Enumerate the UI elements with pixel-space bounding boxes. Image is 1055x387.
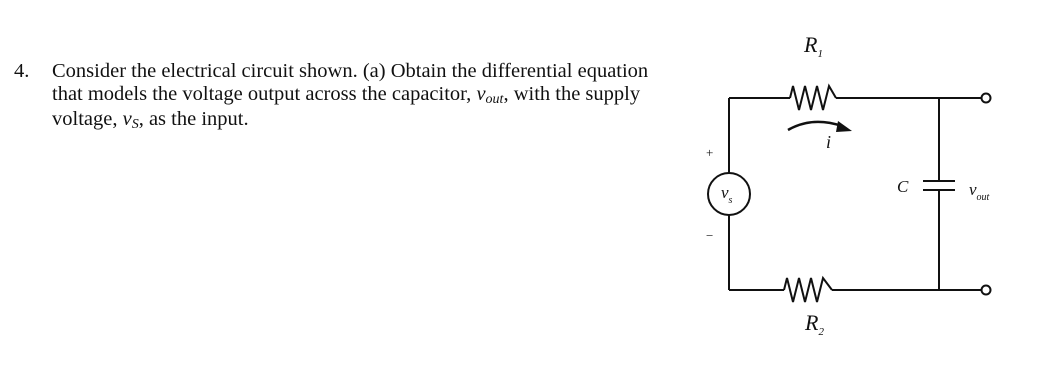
vs-subscript: S [131,117,139,132]
minus-sign: − [706,228,714,243]
output-terminal-top [982,94,991,103]
current-arrowhead [836,121,852,132]
circuit-diagram [690,30,1020,360]
problem-statement [14,60,674,133]
capacitor-c [923,181,955,190]
problem-text-part-1: Consider the electrical circuit shown. (a) Obtain the differential equation that models the voltage output across the capacitor, [52,60,649,105]
source-label: $v_s$ [721,183,733,206]
vs-symbol: v [122,108,132,130]
problem-text-part-2: , with the supply voltage, [52,83,641,130]
problem-number: 4. [14,60,30,82]
r1-label: $R_1$ [804,32,823,60]
resistor-r2 [784,278,832,302]
current-arrow [788,122,842,130]
resistor-r1 [790,86,836,110]
vout-label: $v_{out}$ [969,180,990,203]
capacitor-label: C [897,177,909,196]
output-terminal-bottom [982,286,991,295]
problem-text-part-3: , as the input. [138,108,249,130]
current-label: i [826,132,832,152]
voltage-source [708,173,750,215]
plus-sign: + [706,145,714,160]
vout-symbol: v [476,83,486,105]
r2-label: $R_2$ [805,310,824,338]
vout-subscript: out [485,92,504,107]
problem-text [52,60,674,133]
